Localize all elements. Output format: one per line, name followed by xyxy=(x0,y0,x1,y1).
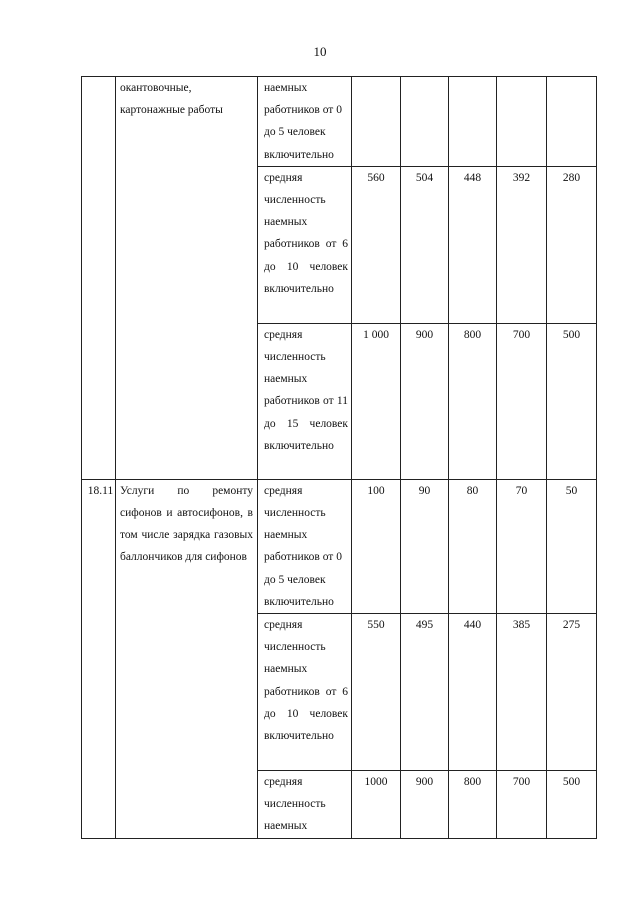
value-cell xyxy=(449,77,497,167)
value-cell: 90 xyxy=(401,479,449,613)
table-row xyxy=(82,77,597,167)
tariff-table xyxy=(81,76,597,839)
value-cell: 440 xyxy=(449,614,497,771)
criterion-cell: средняя численность наемных работников от 11 до 15 человек включительно xyxy=(258,323,352,479)
value-cell: 495 xyxy=(401,614,449,771)
value-cell: 800 xyxy=(449,771,497,839)
value-cell: 70 xyxy=(497,479,547,613)
value-cell: 50 xyxy=(547,479,597,613)
value-cell: 700 xyxy=(497,771,547,839)
service-description-cell xyxy=(116,77,258,480)
service-description: Услуги по ремонту сифонов и автосифонов, в том числе зарядка газовых баллончиков для сифонов xyxy=(120,484,253,564)
value-cell: 800 xyxy=(449,323,497,479)
value-cell: 900 xyxy=(401,771,449,839)
row-number-cell: 18.11 xyxy=(82,479,116,838)
value-cell: 100 xyxy=(352,479,401,613)
criterion-cell: средняя численность наемных работников от 6 до 10 человек включительно xyxy=(258,166,352,323)
value-cell: 448 xyxy=(449,166,497,323)
value-cell: 1 000 xyxy=(352,323,401,479)
value-cell: 560 xyxy=(352,166,401,323)
value-cell xyxy=(497,77,547,167)
value-cell: 550 xyxy=(352,614,401,771)
service-description: окантовочные, картонажные работы xyxy=(120,82,223,117)
value-cell: 900 xyxy=(401,323,449,479)
criterion-cell: средняя численность наемных работников от 0 до 5 человек включительно xyxy=(258,479,352,613)
value-cell: 1000 xyxy=(352,771,401,839)
value-cell: 392 xyxy=(497,166,547,323)
value-cell: 500 xyxy=(547,323,597,479)
value-cell: 80 xyxy=(449,479,497,613)
row-number-cell xyxy=(82,77,116,480)
value-cell: 280 xyxy=(547,166,597,323)
value-cell xyxy=(401,77,449,167)
value-cell xyxy=(352,77,401,167)
value-cell: 500 xyxy=(547,771,597,839)
criterion-cell: наемных работников от 0 до 5 человек включительно xyxy=(258,77,352,167)
value-cell: 385 xyxy=(497,614,547,771)
page-number: 10 xyxy=(313,44,327,59)
value-cell xyxy=(547,77,597,167)
criterion-cell: средняя численность наемных xyxy=(258,771,352,839)
value-cell: 275 xyxy=(547,614,597,771)
value-cell: 504 xyxy=(401,166,449,323)
service-description-cell xyxy=(116,479,258,838)
criterion-cell: средняя численность наемных работников от 6 до 10 человек включительно xyxy=(258,614,352,771)
table-row xyxy=(82,479,597,613)
value-cell: 700 xyxy=(497,323,547,479)
